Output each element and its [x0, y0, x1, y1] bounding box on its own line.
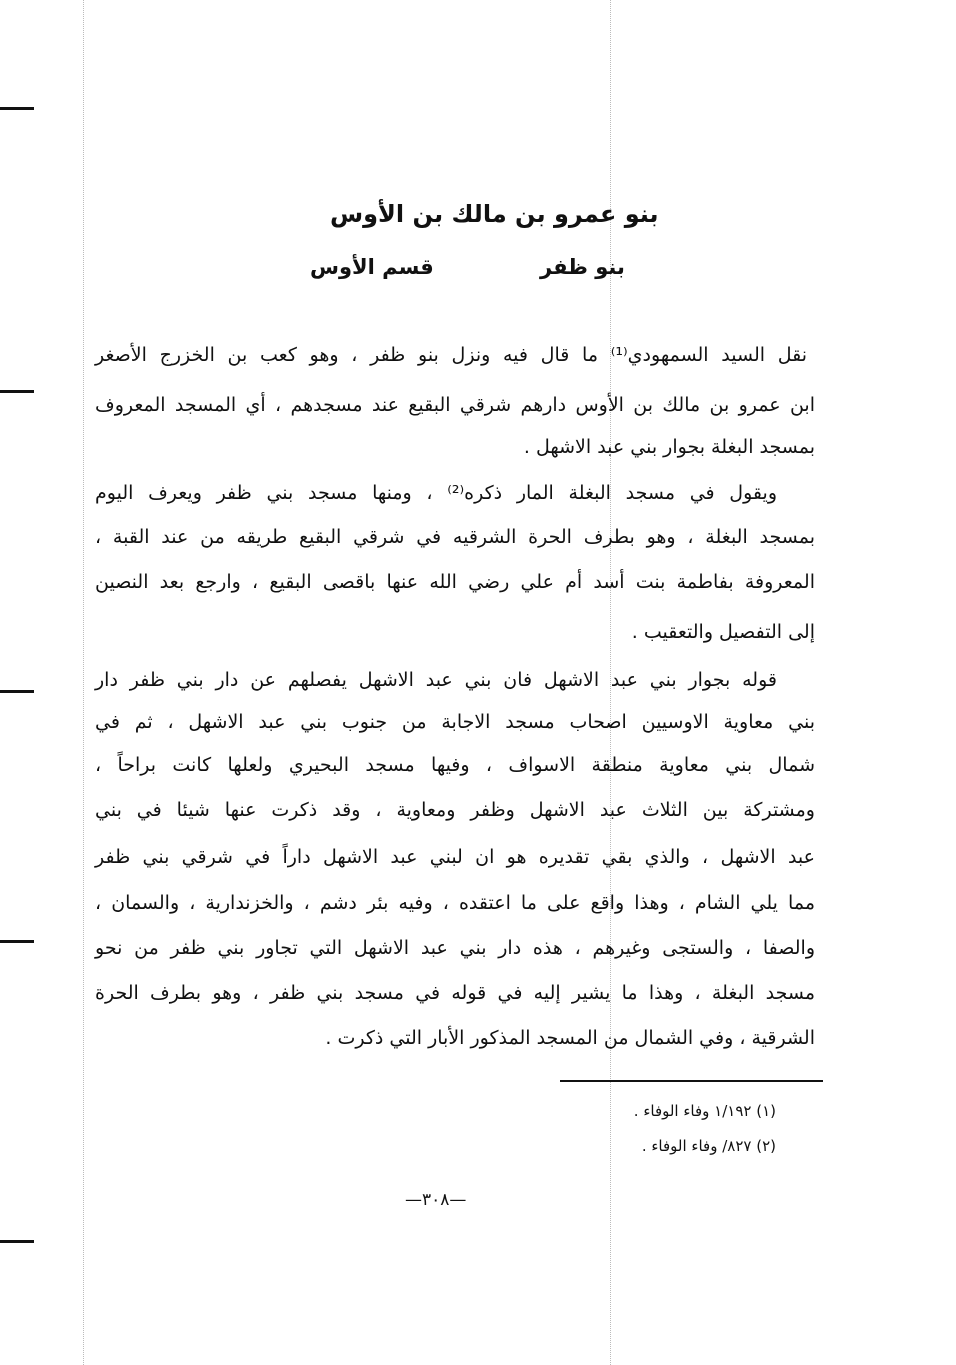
body-line: بني معاوية الاوسيين اصحاب مسجد الاجابة من جنوب بني عبد الاشهل ، ثم في — [95, 711, 815, 733]
subtitle-banu-zafar: بنو ظفر — [540, 255, 625, 279]
scan-fold-line — [83, 0, 84, 1365]
scan-margin-mark — [0, 1240, 34, 1243]
footnote-2: (٢) ٨٢٧/ وفاء الوفاء . — [641, 1137, 776, 1155]
body-line: إلى التفصيل والتعقيب . — [631, 621, 815, 643]
scan-margin-mark — [0, 690, 34, 693]
body-line: الشرقية ، وفي الشمال من المسجد المذكور الأبار التي ذكرت . — [325, 1027, 815, 1049]
scan-margin-mark — [0, 940, 34, 943]
subtitle-qism-al-aws: قسم الأوس — [310, 255, 434, 279]
body-line: عبد الاشهل ، والذي بقي تقديره هو ان لبني عبد الاشهل داراً في شرقي بني ظفر — [95, 846, 815, 868]
body-line: شمال بني معاوية منطقة الاسواف ، وفيها مسجد البحيري ولعلها كانت براحاً ، — [95, 754, 815, 776]
body-line: بمسجد البغلة ، وهو بطرف الحرة الشرقيه في شرقي البقيع طريقه من عند القبة ، — [95, 526, 815, 548]
footnote-1: (١) ١/١٩٢ وفاء الوفاء . — [633, 1102, 776, 1120]
page-title: بنو عمرو بن مالك بن الأوس — [330, 200, 659, 228]
body-line: مما يلي الشام ، وهذا واقع على ما اعتقده ، وفيه بئر دشم ، والخزندارية ، والسمان ، — [95, 892, 815, 914]
body-line: بمسجد البغلة بجوار بني عبد الاشهل . — [523, 436, 815, 458]
scan-margin-mark — [0, 107, 34, 110]
body-line: ابن عمرو بن مالك بن الأوس دارهم شرقي البقيع عند مسجدهم ، أي المسجد المعروف — [95, 394, 815, 416]
body-line: قوله بجوار بني عبد الاشهل فان بني عبد الاشهل يفصلهم عن دار بني ظفر دار — [95, 669, 777, 691]
body-line: نقل السيد السمهودي⁽¹⁾ ما قال فيه ونزل بنو ظفر ، وهو كعب بن الخزرج الأصغر — [95, 344, 807, 366]
body-line: والصفا ، والستجى وغيرهم ، هذه دار بني عبد الاشهل التي تجاور بني ظفر من نحو — [95, 937, 815, 959]
body-line: ويقول في مسجد البغلة المار ذكره⁽²⁾ ، ومنها مسجد بني ظفر ويعرف اليوم — [95, 482, 778, 504]
scan-margin-mark — [0, 390, 34, 393]
body-line: مسجد البغلة ، وهذا ما يشير إليه في قوله في مسجد بني ظفر ، وهو بطرف الحرة — [95, 982, 815, 1004]
body-line: ومشتركة بين الثلاث عبد الاشهل وظفر ومعاوية ، وقد ذكرت عنها شيئا في بني — [95, 799, 815, 821]
footnote-divider — [560, 1080, 823, 1082]
body-line: المعروفة بفاطمة بنت أسد أم علي رضي الله عنها باقصى البقيع ، وارجع بعد النصين — [95, 571, 815, 593]
page-number: —٣٠٨— — [405, 1190, 467, 1210]
